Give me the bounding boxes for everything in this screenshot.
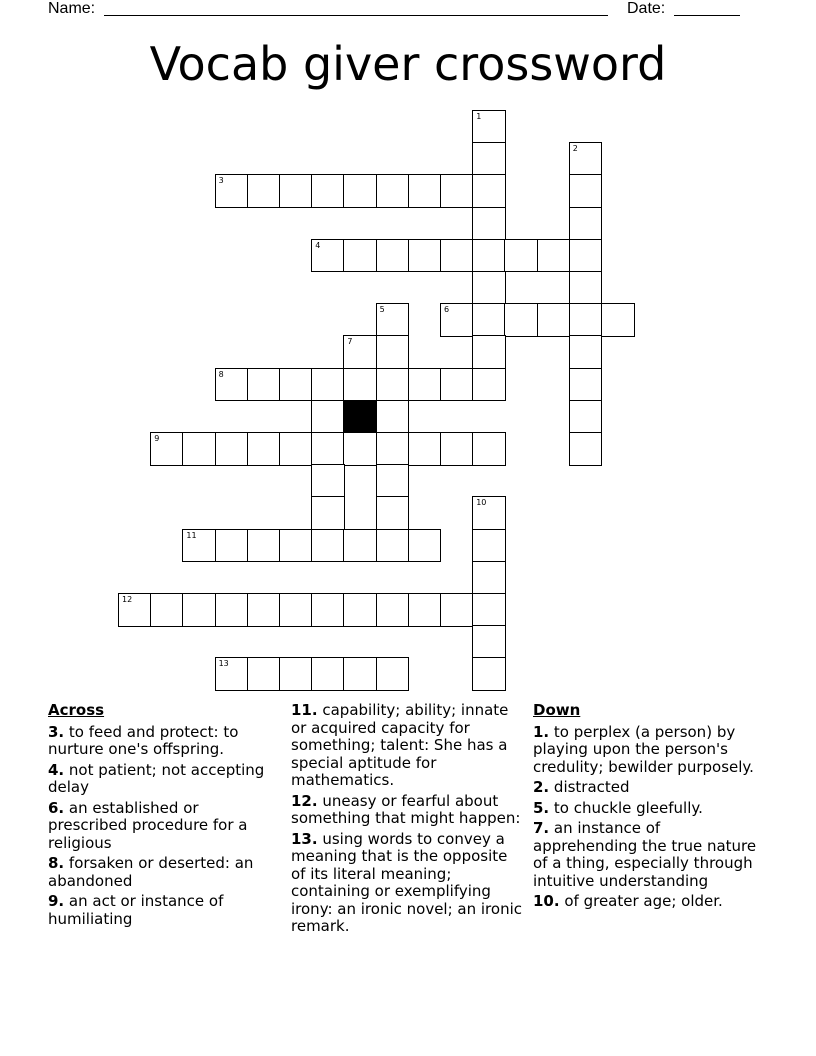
across-heading: Across (48, 701, 105, 719)
cell-number: 5 (379, 305, 385, 315)
grid-cell[interactable] (472, 496, 506, 530)
clue-item (533, 800, 768, 818)
grid-cell[interactable] (215, 529, 249, 563)
clue-item (48, 800, 273, 853)
clue-item (48, 724, 273, 759)
grid-cell[interactable] (311, 593, 345, 627)
grid-cell[interactable] (408, 368, 442, 402)
grid-cell[interactable] (215, 174, 249, 208)
clue-item (48, 762, 273, 797)
grid-cell[interactable] (472, 110, 506, 144)
clue-item (291, 702, 523, 790)
clue-text: using words to convey a meaning that is the opposite of its literal meaning; containing or exemplifying irony: an ironic novel; an ironic remark. (291, 829, 522, 935)
date-label: Date: (627, 0, 666, 17)
grid-cell[interactable] (569, 207, 603, 241)
clue-number: 7. (533, 819, 550, 837)
clue-number: 3. (48, 722, 65, 741)
cell-number: 1 (476, 112, 482, 121)
grid-cell[interactable] (408, 174, 442, 208)
grid-cell[interactable] (343, 529, 377, 563)
clue-item (533, 820, 768, 890)
grid-cell[interactable] (376, 174, 410, 208)
cell-number: 9 (154, 434, 160, 443)
grid-cell[interactable] (472, 432, 506, 466)
grid-cell[interactable] (343, 593, 377, 627)
clue-number: 1. (533, 722, 550, 741)
cell-number: 6 (444, 305, 450, 315)
clue-item (291, 793, 523, 828)
grid-cell[interactable] (472, 239, 506, 273)
grid-cell[interactable] (408, 593, 442, 627)
clue-number: 4. (48, 760, 65, 779)
grid-cell[interactable] (247, 368, 281, 402)
grid-cell[interactable] (215, 593, 249, 627)
grid-cell[interactable] (472, 561, 506, 595)
grid-cell[interactable] (343, 432, 377, 466)
grid-cell[interactable] (279, 529, 313, 563)
grid-cell[interactable] (182, 593, 216, 627)
grid-cell[interactable] (182, 432, 216, 466)
grid-cell[interactable] (376, 368, 410, 402)
cell-number: 3 (218, 176, 224, 186)
grid-cell[interactable] (472, 593, 506, 627)
clue-text: uneasy or fearful about something that might happen: (291, 791, 521, 827)
clue-text: forsaken or deserted: an abandoned (48, 854, 254, 890)
grid-cell[interactable] (408, 239, 442, 273)
name-field[interactable] (104, 15, 608, 16)
clue-number: 13. (291, 829, 318, 848)
clue-number: 11. (291, 701, 318, 719)
across-clues-column-1 (48, 702, 273, 931)
grid-cell[interactable] (215, 368, 249, 402)
grid-cell[interactable] (279, 174, 313, 208)
grid-cell[interactable] (537, 303, 571, 337)
clue-number: 9. (48, 892, 65, 910)
grid-cell[interactable] (343, 174, 377, 208)
page-title: Vocab giver crossword (149, 37, 667, 91)
clue-text: to feed and protect: to nurture one's offspring. (48, 722, 239, 758)
cell-number: 13 (218, 659, 229, 669)
grid-cell[interactable] (472, 657, 506, 691)
grid-cell[interactable] (247, 593, 281, 627)
grid-cell[interactable] (504, 239, 538, 273)
grid-cell[interactable] (376, 496, 410, 530)
grid-cell[interactable] (343, 368, 377, 402)
grid-cell[interactable] (343, 239, 377, 273)
grid-cell[interactable] (376, 400, 410, 434)
grid-cell[interactable] (569, 400, 603, 434)
date-field[interactable] (674, 15, 740, 16)
grid-cell[interactable] (440, 593, 474, 627)
grid-cell[interactable] (150, 593, 184, 627)
grid-cell[interactable] (247, 432, 281, 466)
grid-cell[interactable] (569, 432, 603, 466)
grid-cell[interactable] (472, 142, 506, 176)
clue-number: 8. (48, 854, 65, 872)
clue-text: to chuckle gleefully. (553, 798, 703, 817)
grid-cell[interactable] (311, 368, 345, 402)
clue-text: of greater age; older. (564, 892, 723, 910)
clue-text: not patient; not accepting delay (48, 760, 265, 796)
clue-item (48, 893, 273, 928)
across-clues-column-2 (291, 702, 523, 939)
grid-cell[interactable] (440, 174, 474, 208)
grid-cell[interactable] (311, 657, 345, 691)
clue-item (533, 893, 768, 911)
grid-cell[interactable] (215, 657, 249, 691)
down-heading: Down (533, 701, 581, 719)
grid-cell[interactable] (343, 335, 377, 369)
grid-cell[interactable] (569, 174, 603, 208)
grid-cell[interactable] (472, 303, 506, 337)
grid-cell[interactable] (311, 174, 345, 208)
grid-cell[interactable] (601, 303, 635, 337)
grid-cell[interactable] (311, 464, 345, 498)
grid-block (343, 400, 377, 434)
grid-cell[interactable] (472, 271, 506, 305)
grid-cell[interactable] (472, 368, 506, 402)
grid-cell[interactable] (279, 368, 313, 402)
clue-text: an instance of apprehending the true nature of a thing, especially through intuitive understanding (533, 819, 757, 890)
grid-cell[interactable] (472, 335, 506, 369)
grid-cell[interactable] (311, 432, 345, 466)
grid-cell[interactable] (376, 239, 410, 273)
grid-cell[interactable] (569, 142, 603, 176)
clue-text: an act or instance of humiliating (48, 892, 224, 928)
clue-number: 5. (533, 798, 550, 817)
cell-number: 8 (218, 369, 224, 379)
grid-cell[interactable] (472, 207, 506, 241)
name-date-header (0, 0, 816, 20)
grid-cell[interactable] (376, 432, 410, 466)
grid-cell[interactable] (311, 400, 345, 434)
clue-item (533, 724, 768, 777)
grid-cell[interactable] (215, 432, 249, 466)
clue-number: 12. (291, 791, 318, 810)
grid-cell[interactable] (472, 625, 506, 659)
cell-number: 2 (572, 144, 578, 154)
clue-text: capability; ability; innate or acquired capacity for something; talent: She has a special aptitude for mathematics. (291, 701, 509, 789)
cell-number: 10 (476, 498, 487, 508)
grid-cell[interactable] (504, 303, 538, 337)
grid-cell[interactable] (376, 529, 410, 563)
grid-cell[interactable] (408, 529, 442, 563)
grid-cell[interactable] (182, 529, 216, 563)
grid-cell[interactable] (279, 657, 313, 691)
name-label: Name: (48, 0, 96, 17)
clue-text: distracted (553, 778, 630, 796)
grid-cell[interactable] (247, 174, 281, 208)
grid-cell[interactable] (247, 657, 281, 691)
grid-cell[interactable] (247, 529, 281, 563)
grid-cell[interactable] (472, 529, 506, 563)
clue-number: 6. (48, 798, 65, 817)
down-clues-column (533, 702, 768, 914)
clue-number: 2. (533, 778, 550, 796)
clue-number: 10. (533, 892, 560, 910)
grid-cell[interactable] (150, 432, 184, 466)
grid-cell[interactable] (408, 432, 442, 466)
grid-cell[interactable] (537, 239, 571, 273)
grid-cell[interactable] (569, 271, 603, 305)
grid-cell[interactable] (472, 174, 506, 208)
clue-text: an established or prescribed procedure for a religious (48, 798, 248, 852)
grid-cell[interactable] (118, 593, 152, 627)
grid-cell[interactable] (343, 657, 377, 691)
clue-item (48, 855, 273, 890)
clue-item (533, 779, 768, 797)
cell-number: 4 (315, 240, 321, 250)
grid-cell[interactable] (279, 432, 313, 466)
grid-cell[interactable] (311, 239, 345, 273)
grid-cell[interactable] (569, 239, 603, 273)
cell-number: 11 (186, 530, 197, 540)
grid-cell[interactable] (376, 593, 410, 627)
grid-cell[interactable] (440, 432, 474, 466)
grid-cell[interactable] (440, 303, 474, 337)
clue-text: to perplex (a person) by playing upon the person's credulity; bewilder purposely. (533, 722, 754, 776)
grid-cell[interactable] (569, 368, 603, 402)
grid-cell[interactable] (279, 593, 313, 627)
grid-cell[interactable] (376, 335, 410, 369)
cell-number: 7 (347, 337, 353, 347)
clue-item (291, 831, 523, 936)
grid-cell[interactable] (311, 529, 345, 563)
grid-cell[interactable] (376, 464, 410, 498)
grid-cell[interactable] (440, 368, 474, 402)
grid-cell[interactable] (569, 303, 603, 337)
grid-cell[interactable] (376, 657, 410, 691)
cell-number: 12 (122, 595, 133, 604)
grid-cell[interactable] (569, 335, 603, 369)
grid-cell[interactable] (311, 496, 345, 530)
grid-cell[interactable] (440, 239, 474, 273)
grid-cell[interactable] (376, 303, 410, 337)
